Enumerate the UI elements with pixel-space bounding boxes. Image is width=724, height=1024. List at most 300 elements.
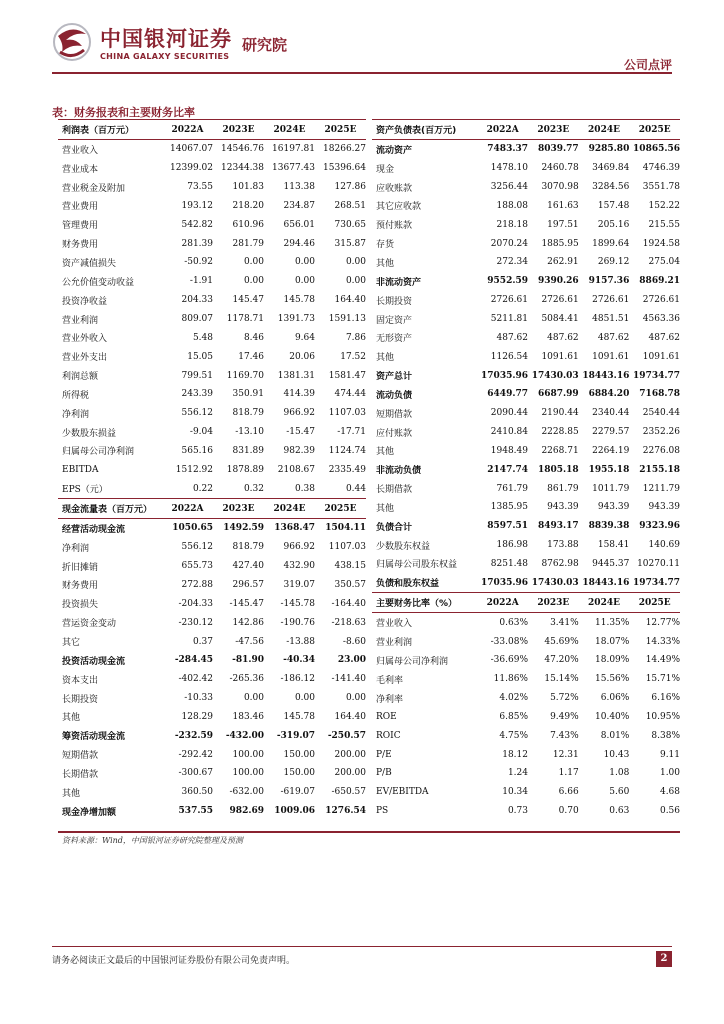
value-cell: 6687.99 (537, 389, 579, 400)
table-row (58, 310, 366, 329)
institute-label: 研究院 (242, 36, 288, 54)
value-cell: 5211.81 (490, 314, 528, 325)
table-row (58, 670, 366, 689)
value-cell: 2147.74 (487, 464, 528, 475)
row-label: 其他 (62, 788, 81, 799)
page-number: 2 (656, 951, 672, 967)
row-label: 营业费用 (62, 202, 99, 213)
table-row (372, 178, 680, 197)
value-cell: 610.96 (232, 219, 264, 230)
value-cell: 1091.61 (541, 351, 579, 362)
value-cell: -190.76 (280, 617, 315, 628)
value-cell: 2276.08 (642, 445, 681, 456)
value-cell: 186.98 (496, 540, 528, 551)
row-label: 利润总额 (62, 372, 99, 383)
value-cell: 281.79 (232, 238, 264, 249)
value-cell: 5.72% (550, 693, 579, 704)
value-cell: 113.38 (283, 182, 315, 193)
value-cell: 818.79 (232, 408, 264, 419)
value-cell: 487.62 (547, 332, 579, 343)
table-row (372, 745, 680, 764)
value-cell: 2460.78 (541, 163, 579, 174)
row-label: 营业税金及附加 (62, 183, 126, 194)
value-cell: 183.46 (232, 711, 264, 722)
value-cell: 8.46 (243, 332, 264, 343)
value-cell: 4563.36 (642, 314, 681, 325)
value-cell: 1805.18 (537, 464, 579, 475)
value-cell: 1368.47 (274, 523, 315, 534)
table-bottom-rule (58, 831, 680, 833)
table-row (58, 651, 366, 670)
table-row (58, 423, 366, 442)
row-label: 营业外收入 (62, 334, 108, 345)
row-label: 少数股东损益 (62, 428, 117, 439)
value-cell: 861.79 (547, 483, 579, 494)
value-cell: 0.00 (294, 276, 315, 287)
table-row (58, 745, 366, 764)
value-cell: 556.12 (181, 542, 213, 553)
value-cell: 8.38% (651, 730, 681, 741)
value-cell: 350.91 (232, 389, 264, 400)
table-row (372, 272, 680, 291)
value-cell: -284.45 (174, 655, 213, 666)
row-label: 其他 (376, 353, 395, 364)
value-cell: 15396.64 (323, 163, 366, 174)
row-label: 现金 (376, 164, 395, 175)
value-cell: 188.08 (496, 200, 528, 211)
row-label: 短期借款 (376, 409, 413, 420)
value-cell: -1.91 (189, 276, 213, 287)
value-cell: 23.00 (337, 655, 366, 666)
column-header: 2023E (222, 503, 255, 514)
table-row (58, 159, 366, 178)
value-cell: 1.00 (659, 768, 681, 779)
row-label: 其他 (376, 503, 395, 514)
value-cell: 6.85% (499, 711, 528, 722)
value-cell: 9323.96 (639, 521, 681, 532)
table-row (58, 726, 366, 745)
value-cell: 294.46 (283, 238, 315, 249)
table-row (58, 538, 366, 557)
table-row (58, 479, 366, 498)
value-cell: 1391.73 (277, 314, 315, 325)
value-cell: 0.44 (345, 483, 366, 494)
value-cell: 13677.43 (272, 163, 315, 174)
table-row (372, 632, 680, 651)
table-row (58, 689, 366, 708)
value-cell: 12344.38 (221, 163, 264, 174)
value-cell: 1.17 (558, 768, 579, 779)
value-cell: 818.79 (232, 542, 264, 553)
value-cell: 1091.61 (642, 351, 681, 362)
value-cell: 17430.03 (531, 370, 579, 381)
row-label: 营业利润 (376, 638, 413, 649)
value-cell: -250.57 (327, 730, 366, 741)
row-label: 投资损失 (62, 600, 99, 611)
value-cell: 943.39 (547, 502, 579, 513)
value-cell: -650.57 (331, 787, 366, 798)
value-cell: 7.86 (345, 332, 366, 343)
row-label: 财务费用 (62, 581, 99, 592)
value-cell: 438.15 (334, 561, 366, 572)
row-label: 归属母公司净利润 (62, 447, 135, 458)
table-row (58, 613, 366, 632)
value-cell: 2264.19 (592, 445, 630, 456)
section-title: 资产负债表(百万元) (376, 126, 457, 136)
value-cell: 164.40 (334, 711, 366, 722)
value-cell: 319.07 (283, 579, 315, 590)
value-cell: 158.41 (597, 540, 630, 551)
value-cell: 4.68 (659, 787, 681, 798)
table-row (372, 460, 680, 479)
value-cell: 14067.07 (170, 144, 213, 155)
value-cell: 799.51 (181, 370, 213, 381)
section-title: 主要财务比率（%） (376, 599, 458, 610)
value-cell: 0.00 (345, 276, 366, 287)
value-cell: 1107.03 (328, 408, 366, 419)
value-cell: 127.86 (334, 182, 366, 193)
value-cell: -265.36 (229, 674, 264, 685)
table-row (372, 404, 680, 423)
value-cell: 487.62 (496, 332, 528, 343)
row-label: 长期投资 (376, 296, 413, 307)
value-cell: 8039.77 (537, 144, 579, 155)
value-cell: -8.60 (342, 636, 366, 647)
value-cell: 1581.47 (328, 370, 366, 381)
value-cell: 427.40 (232, 561, 264, 572)
column-header: 2025E (324, 124, 357, 135)
value-cell: 3551.78 (642, 182, 681, 193)
value-cell: 269.12 (597, 257, 630, 268)
value-cell: 8597.51 (487, 521, 528, 532)
value-cell: 14546.76 (221, 144, 264, 155)
value-cell: 9445.37 (592, 558, 630, 569)
value-cell: 1955.18 (588, 464, 630, 475)
row-label: 无形资产 (376, 334, 413, 345)
value-cell: -33.08% (490, 636, 528, 647)
value-cell: -432.00 (225, 730, 264, 741)
table-row (58, 234, 366, 253)
value-cell: 1878.89 (226, 464, 264, 475)
table-row (58, 328, 366, 347)
row-label: 资本支出 (62, 675, 99, 686)
section-title: 现金流量表（百万元） (62, 505, 153, 516)
row-label: P/B (376, 768, 392, 779)
row-label: 营业收入 (376, 619, 413, 630)
report-type-label: 公司点评 (623, 58, 672, 72)
value-cell: 73.55 (187, 182, 213, 193)
value-cell: 145.78 (283, 295, 315, 306)
left-section-header (58, 498, 366, 519)
column-header: 2025E (638, 124, 671, 135)
value-cell: 761.79 (496, 483, 528, 494)
value-cell: 2726.61 (541, 295, 579, 306)
row-label: 其他 (376, 258, 395, 269)
row-label: 长期借款 (376, 485, 413, 496)
value-cell: 9.64 (294, 332, 315, 343)
value-cell: -17.71 (337, 427, 366, 438)
value-cell: 414.39 (283, 389, 315, 400)
value-cell: 268.51 (334, 200, 366, 211)
value-cell: 0.73 (507, 806, 528, 817)
table-row (372, 215, 680, 234)
value-cell: 200.00 (334, 749, 366, 760)
row-label: EV/EBITDA (376, 787, 429, 798)
value-cell: 12.77% (645, 617, 681, 628)
value-cell: 982.69 (229, 806, 264, 817)
value-cell: 655.73 (181, 561, 213, 572)
value-cell: 1.08 (609, 768, 630, 779)
value-cell: -141.40 (331, 674, 366, 685)
value-cell: 982.39 (283, 445, 315, 456)
table-row (58, 519, 366, 538)
value-cell: 656.01 (283, 219, 315, 230)
value-cell: 966.92 (283, 408, 315, 419)
value-cell: 145.47 (232, 295, 264, 306)
value-cell: 2352.26 (642, 427, 681, 438)
row-label: 营业成本 (62, 164, 99, 175)
value-cell: 7.43% (550, 730, 579, 741)
value-cell: 15.05 (187, 351, 213, 362)
value-cell: 205.16 (597, 219, 630, 230)
row-label: 经营活动现金流 (62, 524, 126, 535)
value-cell: 18.07% (595, 636, 630, 647)
row-label: 其它应收款 (376, 202, 422, 213)
table-row (372, 783, 680, 802)
column-header: 2025E (638, 597, 671, 608)
table-row (58, 197, 366, 216)
value-cell: 19734.77 (633, 577, 681, 588)
row-label: ROE (376, 711, 397, 722)
value-cell: -632.00 (229, 787, 264, 798)
value-cell: 943.39 (597, 502, 630, 513)
value-cell: 0.38 (294, 483, 315, 494)
row-label: 投资活动现金流 (62, 656, 126, 667)
row-label: 固定资产 (376, 315, 413, 326)
value-cell: 281.39 (181, 238, 213, 249)
column-header: 2024E (273, 503, 306, 514)
value-cell: 7168.78 (639, 389, 681, 400)
table-row (372, 726, 680, 745)
row-label: 应付账款 (376, 428, 413, 439)
value-cell: 20.06 (289, 351, 315, 362)
table-row (58, 347, 366, 366)
row-label: 非流动负债 (376, 466, 422, 477)
table-row (372, 234, 680, 253)
value-cell: 2340.44 (592, 408, 630, 419)
value-cell: 272.88 (181, 579, 213, 590)
table-row (372, 159, 680, 178)
value-cell: 8.01% (600, 730, 630, 741)
table-row (58, 707, 366, 726)
value-cell: 1009.06 (274, 806, 315, 817)
value-cell: 2726.61 (592, 295, 630, 306)
value-cell: 0.00 (243, 276, 264, 287)
value-cell: -164.40 (331, 598, 366, 609)
value-cell: 2108.67 (277, 464, 315, 475)
table-row (372, 385, 680, 404)
footer-divider (52, 946, 672, 947)
right-section-header (372, 119, 680, 140)
value-cell: -145.78 (280, 598, 315, 609)
value-cell: 1504.11 (325, 523, 366, 534)
row-label: 流动负债 (376, 390, 413, 401)
value-cell: 17035.96 (481, 370, 528, 381)
table-row (58, 366, 366, 385)
value-cell: 152.22 (648, 200, 681, 211)
table-row (372, 328, 680, 347)
table-row (58, 215, 366, 234)
value-cell: 1169.70 (226, 370, 264, 381)
table-row (58, 764, 366, 783)
column-header: 2022A (171, 503, 204, 514)
value-cell: 6.06% (600, 693, 630, 704)
table-row (58, 632, 366, 651)
value-cell: 11.86% (493, 674, 528, 685)
table-row (58, 576, 366, 595)
table-row (372, 197, 680, 216)
galaxy-logo-icon (52, 22, 92, 62)
value-cell: 3256.44 (490, 182, 528, 193)
value-cell: 150.00 (283, 749, 315, 760)
row-label: EPS（元） (62, 485, 108, 496)
table-row (58, 253, 366, 272)
value-cell: 9552.59 (487, 276, 528, 287)
right-section-header (372, 592, 680, 613)
table-row (58, 385, 366, 404)
value-cell: 1107.03 (328, 542, 366, 553)
left-section-header (58, 119, 366, 140)
value-cell: 3.41% (550, 617, 579, 628)
row-label: 资产减值损失 (62, 258, 117, 269)
value-cell: 1091.61 (592, 351, 630, 362)
value-cell: 101.83 (232, 182, 264, 193)
value-cell: 4.75% (499, 730, 528, 741)
row-label: 存货 (376, 240, 395, 251)
value-cell: 6449.77 (487, 389, 528, 400)
value-cell: 9285.80 (588, 144, 630, 155)
value-cell: 9.49% (550, 711, 579, 722)
value-cell: -13.88 (286, 636, 315, 647)
value-cell: 8251.48 (490, 558, 528, 569)
value-cell: 17430.03 (531, 577, 579, 588)
row-label: 归属母公司净利润 (376, 656, 449, 667)
value-cell: 537.55 (178, 806, 213, 817)
row-label: 其它 (62, 638, 81, 649)
value-cell: -218.63 (331, 617, 366, 628)
row-label: 资产总计 (376, 372, 413, 383)
value-cell: 1276.54 (325, 806, 366, 817)
column-header: 2022A (486, 124, 519, 135)
value-cell: 4746.39 (642, 163, 681, 174)
row-label: 营业收入 (62, 145, 99, 156)
value-cell: 2410.84 (490, 427, 528, 438)
value-cell: 0.63 (609, 806, 630, 817)
row-label: 公允价值变动收益 (62, 277, 135, 288)
value-cell: 1126.54 (490, 351, 528, 362)
value-cell: 0.37 (192, 636, 213, 647)
value-cell: -50.92 (184, 257, 213, 268)
value-cell: 2155.18 (639, 464, 681, 475)
value-cell: 10270.11 (637, 558, 681, 569)
row-label: 负债和股东权益 (376, 579, 440, 590)
value-cell: 10.43 (603, 749, 630, 760)
value-cell: 218.18 (496, 219, 528, 230)
value-cell: 1011.79 (592, 483, 630, 494)
value-cell: 150.00 (283, 768, 315, 779)
value-cell: 487.62 (648, 332, 681, 343)
value-cell: 161.63 (547, 200, 579, 211)
row-label: 流动资产 (376, 145, 413, 156)
row-label: 长期投资 (62, 694, 99, 705)
value-cell: 1591.13 (328, 314, 366, 325)
table-row (372, 442, 680, 461)
value-cell: 966.92 (283, 542, 315, 553)
value-cell: 6884.20 (588, 389, 630, 400)
value-cell: 1.24 (507, 768, 528, 779)
row-label: 非流动资产 (376, 277, 422, 288)
table-row (372, 707, 680, 726)
value-cell: 8839.38 (588, 521, 630, 532)
value-cell: 2726.61 (642, 295, 681, 306)
value-cell: 18.12 (502, 749, 528, 760)
value-cell: 1924.58 (642, 238, 681, 249)
value-cell: 8869.21 (639, 276, 681, 287)
table-row (372, 517, 680, 536)
row-label: 所得税 (62, 390, 90, 401)
row-label: PS (376, 806, 389, 817)
value-cell: -10.33 (184, 693, 213, 704)
value-cell: 0.00 (345, 693, 366, 704)
table-row (58, 404, 366, 423)
row-label: 营运资金变动 (62, 619, 117, 630)
row-label: 筹资活动现金流 (62, 732, 126, 743)
row-label: 毛利率 (376, 675, 404, 686)
column-header: 2023E (537, 124, 570, 135)
value-cell: -204.33 (178, 598, 213, 609)
value-cell: 275.04 (648, 257, 681, 268)
value-cell: -402.42 (178, 674, 213, 685)
table-row (372, 689, 680, 708)
value-cell: 0.22 (192, 483, 213, 494)
table-row (372, 347, 680, 366)
table-row (58, 460, 366, 479)
right-panel (372, 119, 680, 821)
disclaimer-text: 请务必阅读正文最后的中国银河证券股份有限公司免责声明。 (52, 956, 296, 966)
row-label: P/E (376, 749, 392, 760)
value-cell: 565.16 (181, 445, 213, 456)
table-row (372, 498, 680, 517)
table-row (372, 613, 680, 632)
value-cell: 2070.24 (490, 238, 528, 249)
value-cell: 9.11 (659, 749, 681, 760)
value-cell: 0.70 (558, 806, 579, 817)
value-cell: 197.51 (547, 219, 579, 230)
value-cell: 1512.92 (175, 464, 213, 475)
row-label: EBITDA (62, 464, 99, 475)
row-label: 长期借款 (62, 769, 99, 780)
value-cell: 204.33 (181, 295, 213, 306)
row-label: 现金净增加额 (62, 807, 117, 818)
value-cell: 3469.84 (592, 163, 630, 174)
value-cell: 1381.31 (277, 370, 315, 381)
value-cell: 556.12 (181, 408, 213, 419)
value-cell: -230.12 (178, 617, 213, 628)
table-row (58, 291, 366, 310)
page-header (52, 18, 672, 70)
value-cell: 1124.74 (328, 445, 366, 456)
column-header: 2024E (588, 124, 620, 135)
